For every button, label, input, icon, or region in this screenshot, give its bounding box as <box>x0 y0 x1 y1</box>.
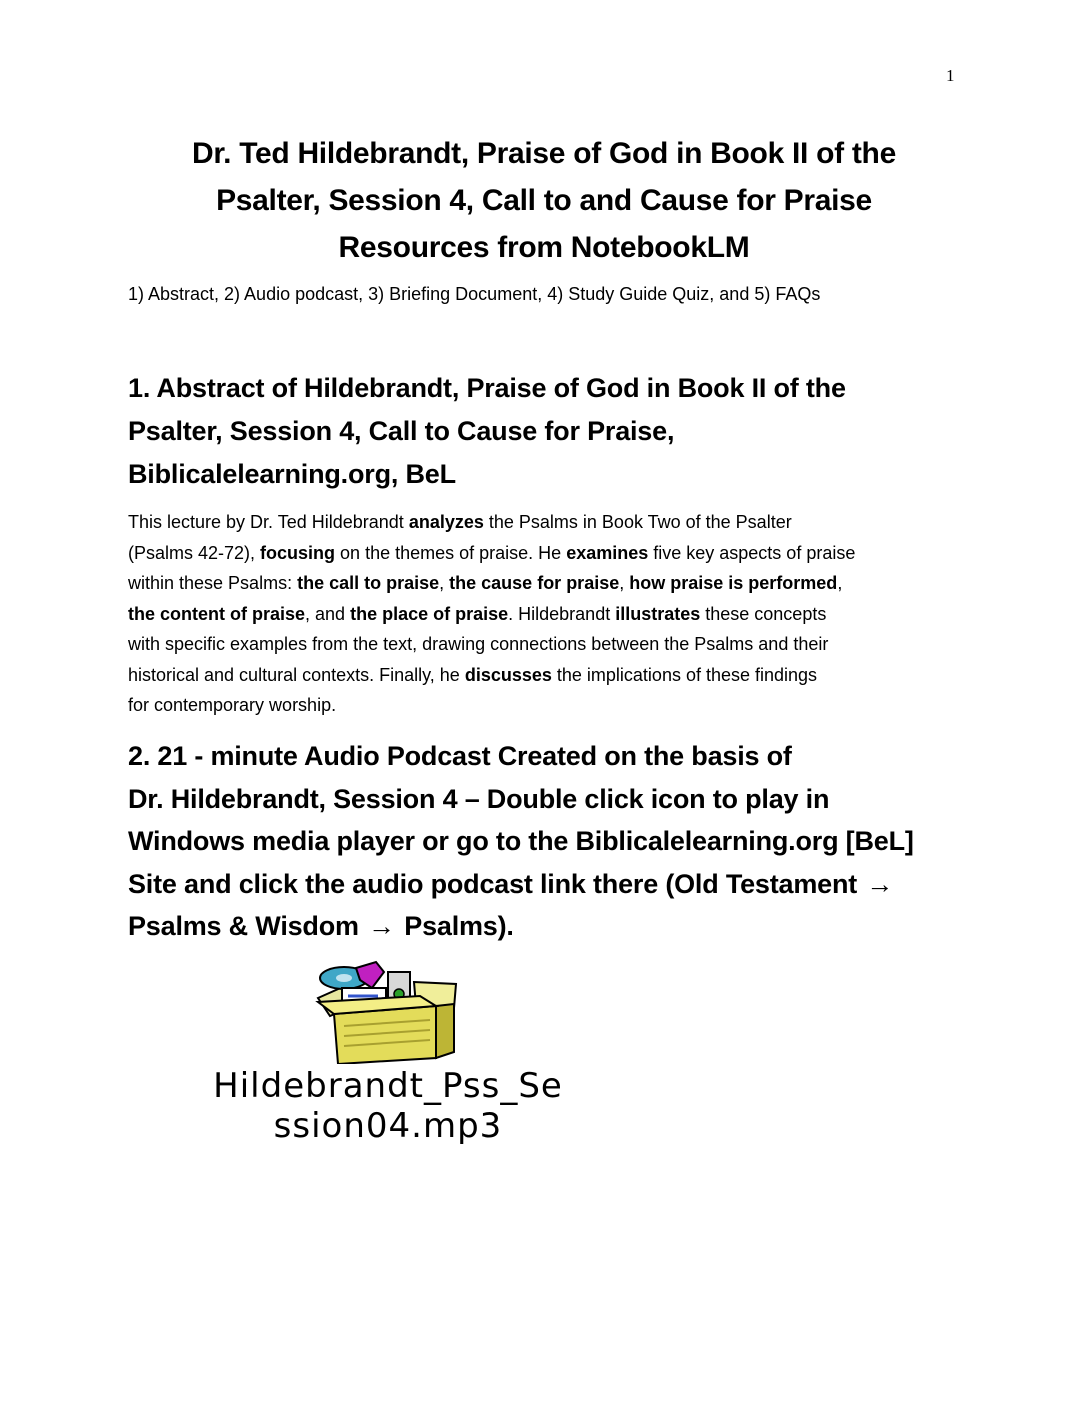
text: (Psalms 42-72), <box>128 542 261 563</box>
section-2-heading <box>128 735 978 948</box>
text: Psalms). <box>396 911 514 941</box>
text: Site and click the audio podcast link there (Old Testament <box>128 868 865 899</box>
text: on the themes of praise. He <box>335 542 567 563</box>
text: , and <box>305 603 351 624</box>
text: within these Psalms: <box>128 573 298 593</box>
text: the implications of these findings <box>551 664 818 685</box>
section-2-heading-line-4 <box>128 863 978 906</box>
abstract-line <box>128 538 968 569</box>
arrow-right-icon: → <box>368 911 395 941</box>
abstract-line <box>128 660 968 691</box>
text: Psalms & Wisdom <box>128 911 367 941</box>
text: . Hildebrandt <box>508 603 616 624</box>
title-line-2: Psalter, Session 4, Call to and Cause for Praise <box>216 184 872 217</box>
abstract-line <box>128 507 968 538</box>
bold-text: discusses <box>464 664 552 685</box>
text: , <box>439 573 450 593</box>
abstract-line <box>128 568 968 599</box>
text: five key aspects of praise <box>648 542 856 563</box>
section-1-heading-line-2: Psalter, Session 4, Call to Cause for Praise, <box>128 416 675 446</box>
audio-file-link[interactable] <box>128 960 648 1160</box>
section-2-heading-line-5 <box>128 905 978 948</box>
bold-text: illustrates <box>615 603 701 624</box>
section-1-heading <box>128 367 978 496</box>
section-1-heading-line-1: 1. Abstract of Hildebrandt, Praise of God in Book II of the <box>128 373 846 403</box>
document-title <box>110 130 978 271</box>
title-line-3: Resources from NotebookLM <box>338 231 750 264</box>
bold-text: the place of praise <box>350 603 509 624</box>
page-number: 1 <box>946 66 955 85</box>
section-2-heading-line-3: Windows media player or go to the Biblicalelearning.org [BeL] <box>128 826 914 856</box>
section-1-heading-line-3: Biblicalelearning.org, BeL <box>128 459 456 489</box>
bold-text: the content of praise <box>128 603 306 624</box>
abstract-line <box>128 599 968 630</box>
text: these concepts <box>700 603 827 624</box>
bold-text: how praise is performed <box>629 573 838 593</box>
section-2-heading-line-2: Dr. Hildebrandt, Session 4 – Double click icon to play in <box>128 783 830 814</box>
text: , <box>837 573 843 593</box>
section-2-heading-line-1: 2. 21 - minute Audio Podcast Created on the basis of <box>128 741 792 771</box>
text: , <box>619 573 630 593</box>
audio-file-name[interactable] <box>128 1066 648 1146</box>
bold-text: the cause for praise <box>449 573 620 593</box>
text: historical and cultural contexts. Finally, he <box>128 664 465 685</box>
text: the Psalms in Book Two of the Psalter <box>483 512 792 532</box>
contents-line: 1) Abstract, 2) Audio podcast, 3) Briefing Document, 4) Study Guide Quiz, and 5) FAQs <box>128 284 821 304</box>
audio-file-name-line-1: Hildebrandt_Pss_Se <box>213 1066 563 1106</box>
audio-file-name-line-2: ssion04.mp3 <box>273 1106 503 1146</box>
abstract-line: with specific examples from the text, drawing connections between the Psalms and their <box>128 634 829 654</box>
bold-text: the call to praise <box>297 573 440 593</box>
abstract-paragraph <box>128 507 968 721</box>
package-icon[interactable] <box>304 960 464 1064</box>
arrow-right-icon: → <box>866 868 894 899</box>
bold-text: focusing <box>260 542 336 563</box>
title-line-1: Dr. Ted Hildebrandt, Praise of God in Book II of the <box>192 137 896 170</box>
text: This lecture by Dr. Ted Hildebrandt <box>128 512 409 532</box>
bold-text: analyzes <box>408 512 484 532</box>
abstract-line: for contemporary worship. <box>128 695 337 715</box>
bold-text: examines <box>566 542 649 563</box>
